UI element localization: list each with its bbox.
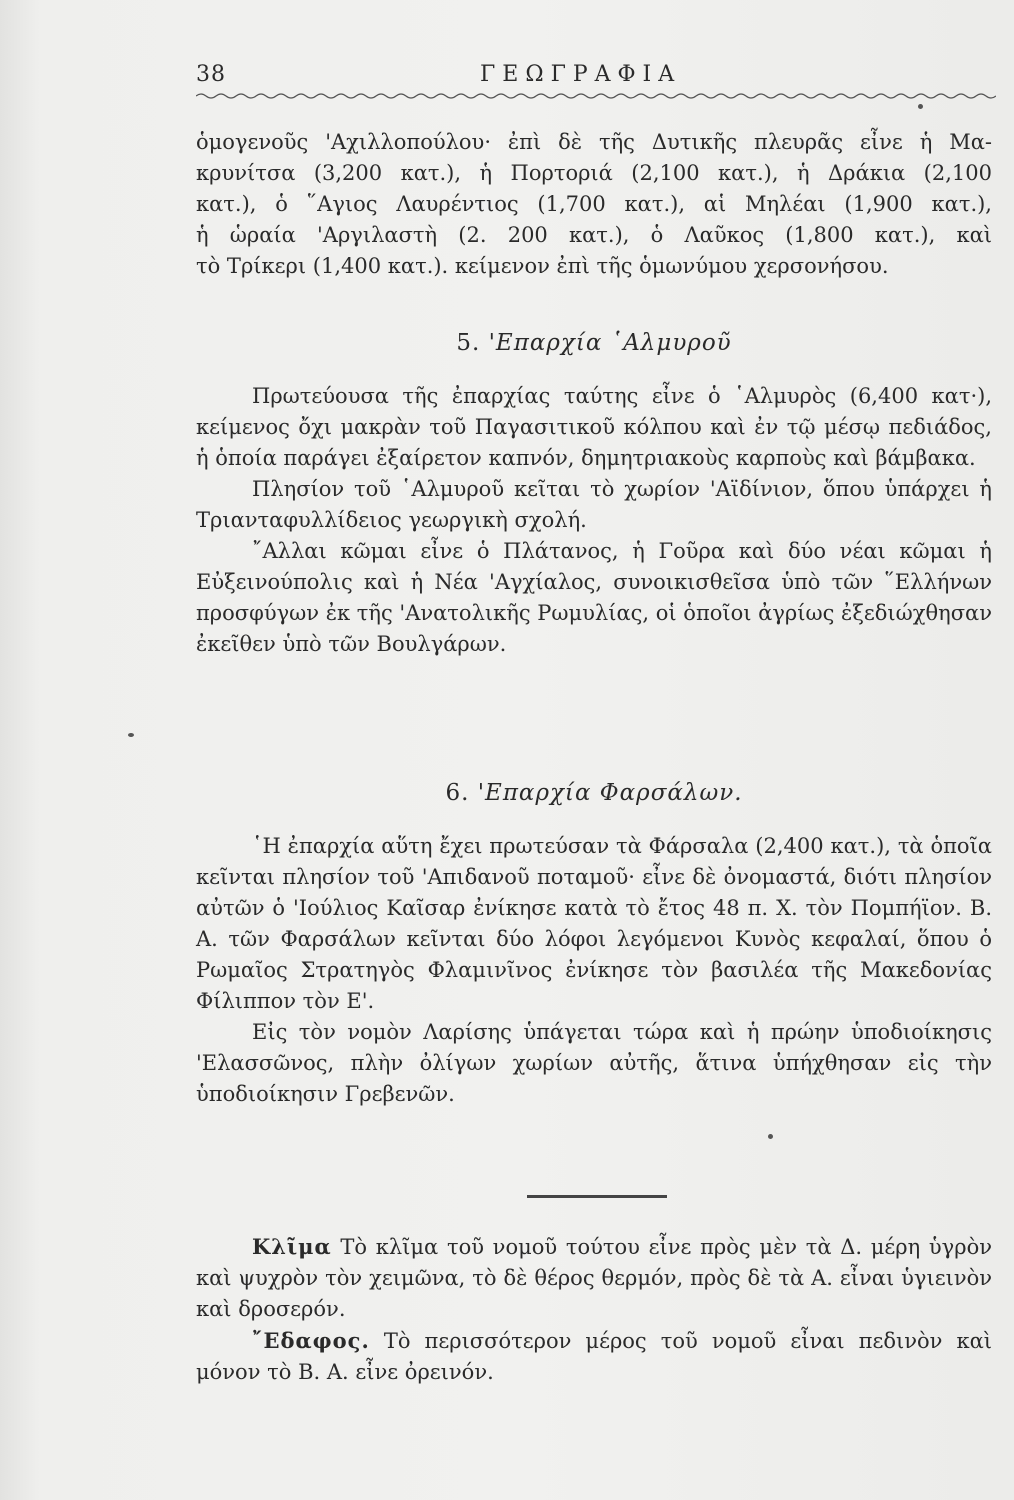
- paragraph: Εἰς τὸν νομὸν Λαρίσης ὑπάγεται τώρα καὶ ἡ πρώην ὑποδιοίκησις 'Ελασσῶνος, πλὴν ὀλίγων χωρίων αὐτῆς, ἅτινα ὑπήχθησαν εἰς τὴν ὑποδιοίκησιν Γρεβενῶν.: [196, 1020, 992, 1106]
- running-title: ΓΕΩΓΡΑΦΙΑ: [480, 62, 682, 87]
- paragraph: Πλησίον τοῦ ῾Αλμυροῦ κεῖται τὸ χωρίον 'Αϊδίνιον, ὅπου ὑπάρχει ἡ Τριανταφυλλίδειος γεωργικὴ σχολή.: [196, 477, 992, 532]
- soil-note: [196, 1325, 992, 1388]
- notes-section: [196, 1231, 992, 1388]
- text-line: κατ.), ὁ ῞Αγιος Λαυρέντιος (1,700 κατ.), αἱ Μηλέαι (1,900 κατ.),: [196, 192, 992, 216]
- text-line: κρυνίτσα (3,200 κατ.), ἡ Πορτοριά (2,100 κατ.), ἡ Δράκια (2,100: [196, 161, 992, 185]
- text-line: ὁμογενοῦς 'Αχιλλοπούλου· ἐπὶ δὲ τῆς Δυτικῆς πλευρᾶς εἶνε ἡ Μα-: [196, 130, 992, 154]
- ink-speck: [918, 104, 923, 109]
- ink-speck: [128, 733, 134, 737]
- climate-note: [196, 1231, 992, 1325]
- page-number: 38: [196, 62, 226, 87]
- soil-text: Τὸ περισσότερον μέρος τοῦ νομοῦ εἶναι πεδινὸν καὶ μόνον τὸ Β. Α. εἶνε ὀρεινόν.: [196, 1329, 992, 1384]
- section-number: 6.: [445, 780, 470, 806]
- page-header: [196, 62, 996, 92]
- separator-rule: [527, 1195, 667, 1198]
- section-5-body: [196, 381, 992, 660]
- section-title: 'Επαρχία ῾Αλμυροῦ: [488, 330, 732, 356]
- ink-speck: [768, 1134, 773, 1139]
- section-heading-5: [196, 330, 992, 356]
- soil-title: ῎Εδαφος.: [252, 1328, 370, 1353]
- paragraph: ῎Αλλαι κῶμαι εἶνε ὁ Πλάτανος, ἡ Γοῦρα καὶ δύο νέαι κῶμαι ἡ Εὐξεινούπολις καὶ ἡ Νέα 'Αγχίαλος, συνοικισθεῖσα ὑπὸ τῶν ῞Ελλήνων προσφύγων ἐκ τῆς 'Ανατολικῆς Ρωμυλίας, οἱ ὁποῖοι ἀγρίως ἐξεδιώχθησαν ἐκεῖθεν ὑπὸ τῶν Βουλγάρων.: [196, 539, 993, 656]
- paragraph: Πρωτεύουσα τῆς ἐπαρχίας ταύτης εἶνε ὁ ῾Αλμυρὸς (6,400 κατ·), κείμενος ὄχι μακρὰν τοῦ Παγασιτικοῦ κόλπου καὶ ἐν τῷ μέσῳ πεδιάδος, ἡ ὁποία παράγει ἐξαίρετον καπνόν, δημητριακοὺς καρποὺς καὶ βάμβακα.: [196, 384, 992, 470]
- paragraph: ῾Η ἐπαρχία αὕτη ἔχει πρωτεύσαν τὰ Φάρσαλα (2,400 κατ.), τὰ ὁποῖα κεῖνται πλησίον τοῦ 'Απιδανοῦ ποταμοῦ· εἶνε δὲ ὀνομαστά, διότι πλησίον αὐτῶν ὁ 'Ιούλιος Καῖσαρ ἐνίκησε κατὰ τὸ ἔτος 48 π. Χ. τὸν Πομπήϊον. Β. Α. τῶν Φαρσάλων κεῖνται δύο λόφοι λεγόμενοι Κυνὸς κεφαλαί, ὅπου ὁ Ρωμαῖος Στρατηγὸς Φλαμινῖνος ἐνίκησε τὸν βασιλέα τῆς Μακεδονίας Φίλιππον τὸν Ε'.: [196, 834, 992, 1013]
- section-6-body: [196, 831, 992, 1110]
- section-heading-6: [196, 780, 992, 806]
- text-line: τὸ Τρίκερι (1,400 κατ.). κείμενον ἐπὶ τῆς ὁμωνύμου χερσονήσου.: [196, 254, 889, 278]
- text-line: ἡ ὡραία 'Αργιλαστὴ (2. 200 κατ.), ὁ Λαῦκος (1,800 κατ.), καὶ: [196, 223, 992, 247]
- climate-text: Τὸ κλῖμα τοῦ νομοῦ τούτου εἶνε πρὸς μὲν τὰ Δ. μέρη ὑγρὸν καὶ ψυχρὸν τὸν χειμῶνα, τὸ δὲ θέρος θερμόν, πρὸς δὲ τὰ Α. εἶναι ὑγιεινὸν καὶ δροσερόν.: [196, 1235, 992, 1321]
- climate-title: Κλῖμα: [252, 1234, 332, 1259]
- section-title: 'Επαρχία Φαρσάλων.: [477, 780, 743, 806]
- continuation-paragraph: [196, 127, 992, 282]
- wavy-rule: [196, 92, 996, 100]
- section-number: 5.: [456, 330, 481, 356]
